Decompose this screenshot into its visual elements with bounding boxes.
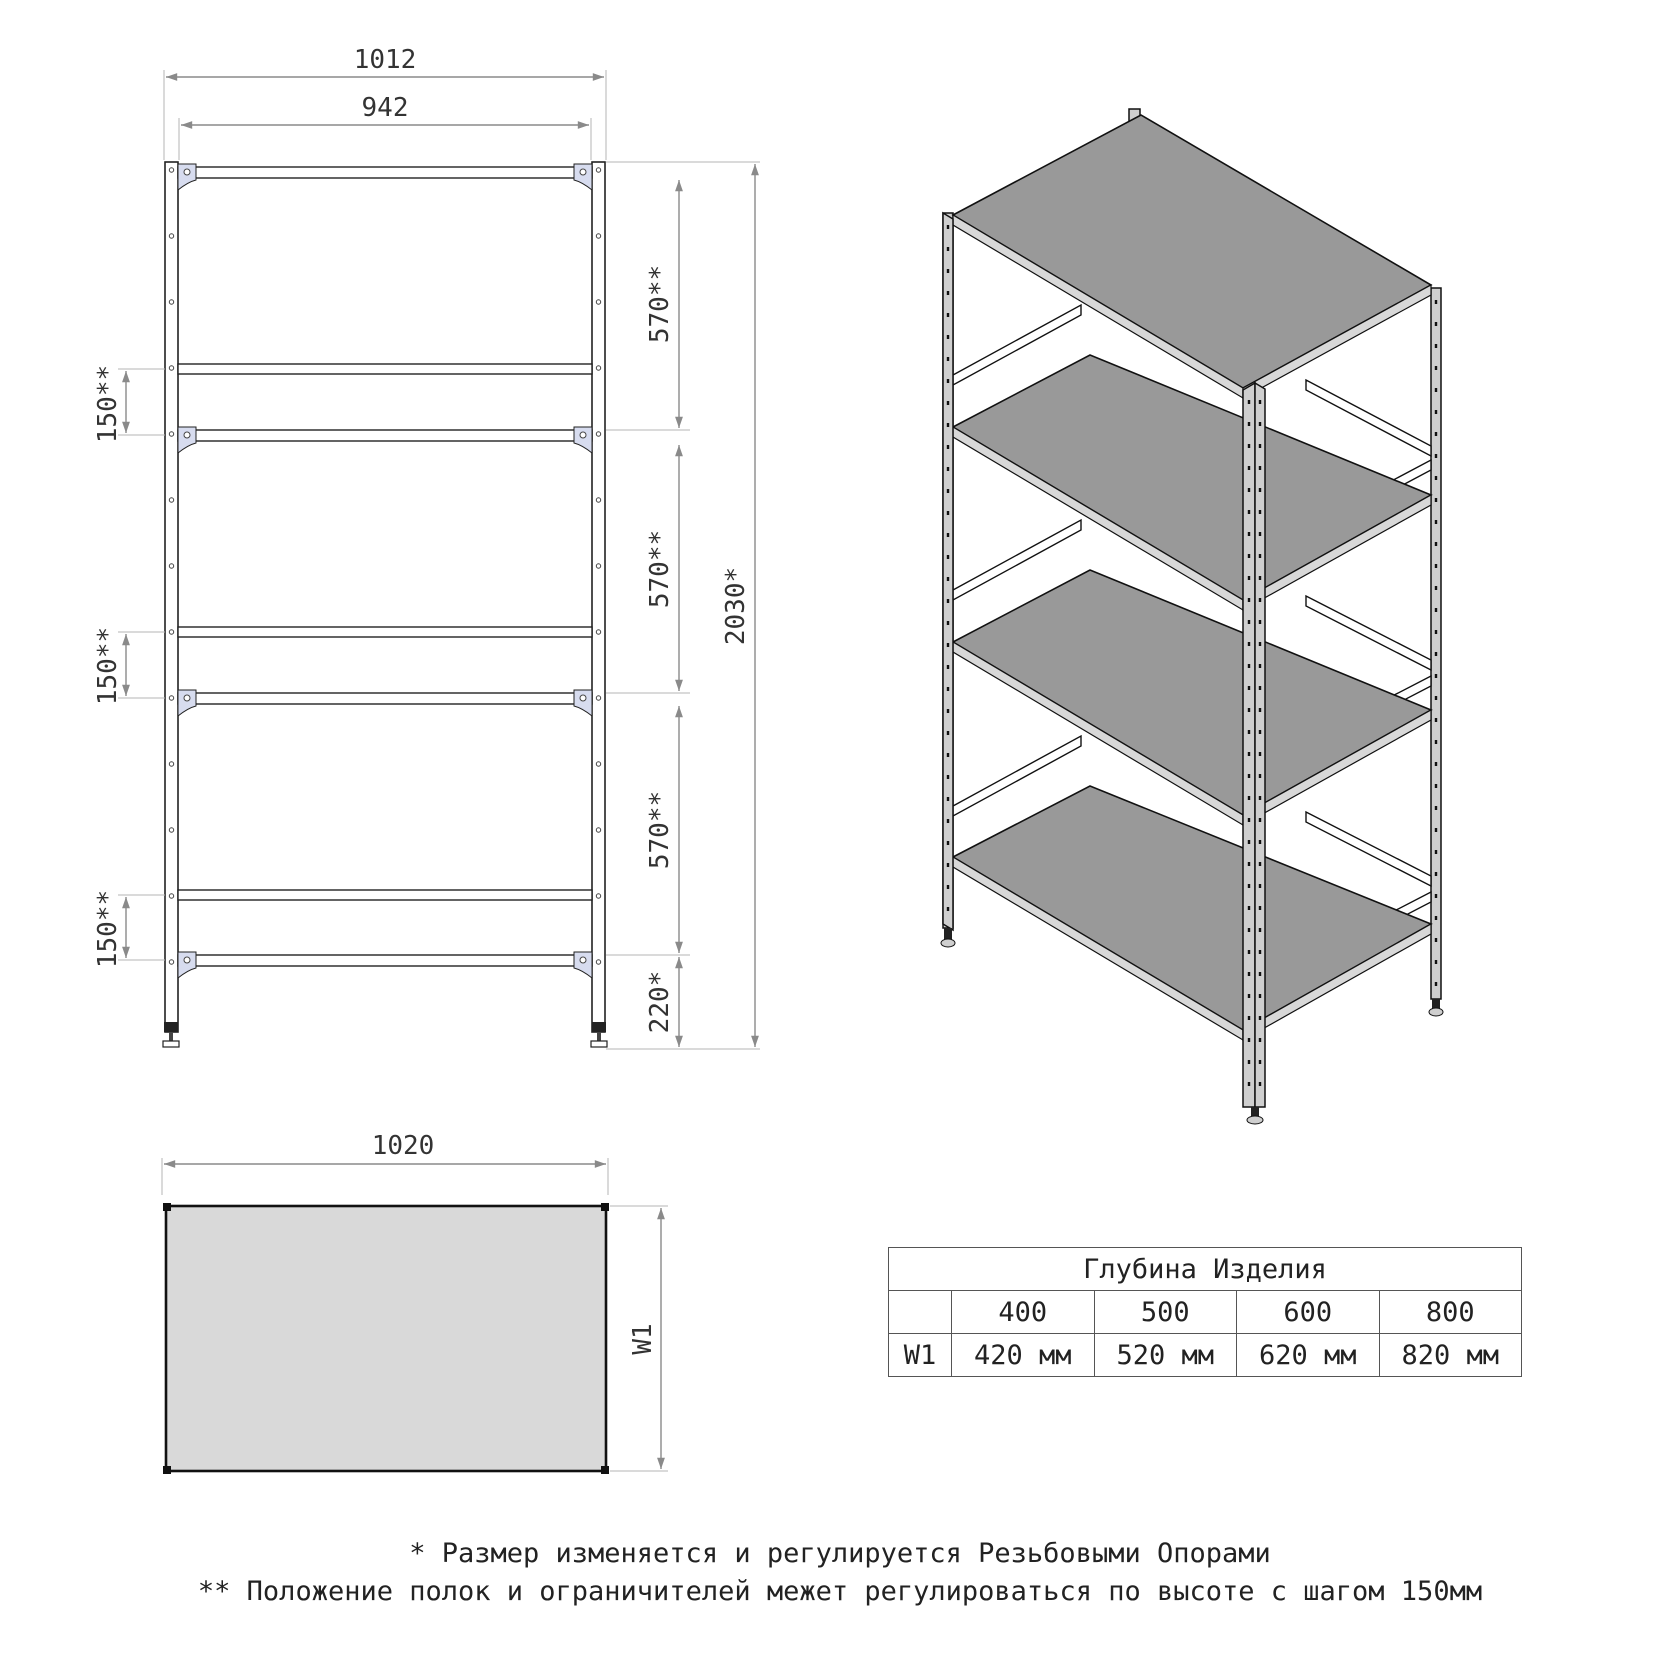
iso-post-hole	[1435, 520, 1437, 524]
iso-post-hole	[947, 775, 949, 779]
iso-post-hole	[1248, 906, 1250, 910]
iso-post-hole	[1259, 598, 1261, 602]
iso-post-hole	[1259, 774, 1261, 778]
iso-post-hole	[1259, 1082, 1261, 1086]
depth-table-value-600: 620 мм	[1237, 1334, 1380, 1377]
iso-post-hole	[1259, 554, 1261, 558]
dim-spacing-3: 570**	[645, 790, 675, 870]
iso-post-hole	[1259, 906, 1261, 910]
post-hole	[169, 696, 173, 700]
iso-post-hole	[1248, 598, 1250, 602]
iso-post-hole	[947, 225, 949, 229]
front-shelf-3	[178, 690, 592, 716]
iso-post-hole	[1248, 994, 1250, 998]
post-hole	[169, 300, 173, 304]
iso-post-hole	[1435, 542, 1437, 546]
footnote-1: * Размер изменяется и регулируется Резьбовыми Опорами	[409, 1538, 1271, 1569]
iso-post-hole	[1248, 752, 1250, 756]
iso-post-hole	[947, 379, 949, 383]
iso-post-hole	[947, 687, 949, 691]
front-foot-left	[163, 1022, 179, 1047]
iso-post-hole	[1435, 740, 1437, 744]
iso-post-back-right	[1431, 288, 1441, 999]
post-hole	[596, 696, 600, 700]
iso-post-hole	[947, 467, 949, 471]
iso-post-hole	[947, 247, 949, 251]
depth-table-value-800: 820 мм	[1379, 1334, 1522, 1377]
post-hole	[169, 960, 173, 964]
post-hole	[596, 300, 600, 304]
iso-post-hole	[1435, 806, 1437, 810]
depth-table-value-400: 420 мм	[952, 1334, 1095, 1377]
depth-table-title-row	[889, 1248, 1522, 1291]
iso-post-hole	[1259, 642, 1261, 646]
iso-post-hole	[1248, 818, 1250, 822]
iso-post-hole	[947, 885, 949, 889]
iso-post-hole	[1435, 432, 1437, 436]
iso-post-hole	[947, 753, 949, 757]
front-stop-bar-3	[178, 890, 592, 900]
iso-post-hole	[1248, 950, 1250, 954]
iso-post-hole	[1435, 344, 1437, 348]
dim-plan-width: 1020	[371, 1131, 435, 1161]
iso-post-hole	[1435, 366, 1437, 370]
iso-post-hole	[947, 269, 949, 273]
front-stop-bar-1	[178, 364, 592, 374]
iso-post-hole	[1259, 400, 1261, 404]
front-foot-right	[591, 1022, 607, 1047]
iso-post-hole	[1248, 400, 1250, 404]
iso-post-hole	[1259, 488, 1261, 492]
post-hole	[596, 564, 600, 568]
post-hole	[169, 498, 173, 502]
iso-post-hole	[947, 577, 949, 581]
iso-post-hole	[1435, 784, 1437, 788]
iso-post-hole	[1248, 774, 1250, 778]
iso-post-hole	[1435, 674, 1437, 678]
post-hole	[169, 432, 173, 436]
iso-post-hole	[1248, 510, 1250, 514]
iso-shelf-4	[953, 786, 1431, 1040]
footnote-2: ** Положение полок и ограничителей межет регулироваться по высоте с шагом 150мм	[197, 1576, 1483, 1607]
iso-post-hole	[1435, 410, 1437, 414]
depth-table-wrap	[888, 1247, 1522, 1377]
iso-post-hole	[1248, 642, 1250, 646]
iso-post-hole	[947, 335, 949, 339]
front-shelf-4	[178, 952, 592, 978]
depth-table-row-label: W1	[889, 1334, 952, 1377]
iso-post-hole	[1259, 576, 1261, 580]
depth-table-depth-600: 600	[1237, 1291, 1380, 1334]
iso-post-hole	[1259, 950, 1261, 954]
iso-post-hole	[1435, 564, 1437, 568]
post-hole	[169, 234, 173, 238]
iso-post-hole	[1259, 1060, 1261, 1064]
iso-post-hole	[1259, 752, 1261, 756]
dim-spacing-1: 570**	[645, 264, 675, 344]
iso-post-hole	[1435, 828, 1437, 832]
iso-post-hole	[1248, 1016, 1250, 1020]
iso-post-hole	[1435, 454, 1437, 458]
iso-post-hole	[947, 819, 949, 823]
post-hole	[169, 366, 173, 370]
depth-table	[888, 1247, 1522, 1377]
iso-post-hole	[1248, 796, 1250, 800]
iso-post-hole	[1259, 686, 1261, 690]
iso-post-hole	[1435, 872, 1437, 876]
plan-corner-tl	[163, 1203, 171, 1211]
iso-post-hole	[1248, 972, 1250, 976]
iso-post-hole	[1435, 476, 1437, 480]
iso-post-hole	[947, 731, 949, 735]
plan-corner-tr	[601, 1203, 609, 1211]
post-hole	[596, 762, 600, 766]
iso-post-hole	[1259, 664, 1261, 668]
iso-post-hole	[1248, 620, 1250, 624]
iso-post-hole	[947, 445, 949, 449]
post-hole	[596, 234, 600, 238]
plan-corner-bl	[163, 1466, 171, 1474]
iso-post-hole	[1435, 850, 1437, 854]
post-hole	[169, 894, 173, 898]
iso-post-hole	[1435, 498, 1437, 502]
iso-post-hole	[1259, 730, 1261, 734]
iso-shelf-3	[953, 570, 1431, 825]
iso-post-hole	[1259, 532, 1261, 536]
iso-post-hole	[947, 621, 949, 625]
depth-table-title: Глубина Изделия	[889, 1248, 1522, 1291]
dim-overall-height: 2030*	[721, 566, 751, 646]
iso-post-hole	[1259, 928, 1261, 932]
dim-inner-width: 942	[361, 93, 409, 123]
iso-post-hole	[1248, 532, 1250, 536]
depth-table-depth-800: 800	[1379, 1291, 1522, 1334]
plan-view	[162, 1131, 668, 1474]
iso-post-hole	[1248, 730, 1250, 734]
iso-post-hole	[1259, 972, 1261, 976]
front-shelf-1	[178, 164, 592, 190]
isometric-view	[941, 109, 1443, 1124]
iso-post-hole	[1259, 994, 1261, 998]
front-stop-bar-2	[178, 627, 592, 637]
iso-post-hole	[947, 665, 949, 669]
post-hole	[169, 828, 173, 832]
post-hole	[596, 432, 600, 436]
depth-table-value-row	[889, 1334, 1522, 1377]
iso-post-hole	[1435, 894, 1437, 898]
iso-post-hole	[947, 489, 949, 493]
iso-post-hole	[1248, 664, 1250, 668]
dim-plan-depth: W1	[628, 1323, 658, 1355]
front-shelf-2	[178, 427, 592, 453]
iso-post-hole	[947, 643, 949, 647]
iso-post-hole	[1248, 444, 1250, 448]
dim-stop-offset-3: 150**	[93, 889, 123, 969]
footnotes	[0, 1535, 1680, 1611]
iso-post-hole	[947, 423, 949, 427]
post-hole	[596, 630, 600, 634]
iso-post-hole	[1248, 422, 1250, 426]
iso-post-hole	[1248, 1038, 1250, 1042]
iso-post-hole	[1259, 796, 1261, 800]
iso-post-hole	[947, 797, 949, 801]
dim-stop-offset-2: 150**	[93, 626, 123, 706]
iso-post-hole	[1259, 884, 1261, 888]
depth-table-value-500: 520 мм	[1094, 1334, 1237, 1377]
post-hole	[596, 168, 600, 172]
iso-post-hole	[1259, 840, 1261, 844]
iso-post-hole	[1435, 652, 1437, 656]
iso-post-hole	[1259, 422, 1261, 426]
post-holes	[169, 168, 600, 964]
iso-post-hole	[1435, 630, 1437, 634]
depth-table-depth-500: 500	[1094, 1291, 1237, 1334]
iso-post-hole	[1248, 554, 1250, 558]
iso-post-hole	[947, 401, 949, 405]
iso-post-hole	[1248, 488, 1250, 492]
post-hole	[169, 564, 173, 568]
iso-post-hole	[1259, 708, 1261, 712]
iso-post-hole	[1248, 708, 1250, 712]
post-hole	[596, 828, 600, 832]
iso-post-hole	[1248, 1082, 1250, 1086]
post-hole	[596, 960, 600, 964]
front-view	[93, 45, 760, 1049]
iso-post-hole	[1435, 938, 1437, 942]
iso-post-hole	[947, 841, 949, 845]
iso-post-hole	[1259, 444, 1261, 448]
iso-post-hole	[1435, 762, 1437, 766]
post-hole	[596, 366, 600, 370]
front-post-left	[165, 162, 178, 1032]
iso-post-hole	[947, 599, 949, 603]
iso-post-hole	[1435, 388, 1437, 392]
iso-post-hole	[947, 555, 949, 559]
iso-post-hole	[1248, 862, 1250, 866]
iso-post-hole	[947, 709, 949, 713]
iso-post-hole	[1435, 322, 1437, 326]
iso-shelf-1	[953, 115, 1431, 398]
iso-post-hole	[947, 511, 949, 515]
iso-post-hole	[947, 357, 949, 361]
iso-post-hole	[1248, 928, 1250, 932]
plan-corner-br	[601, 1466, 609, 1474]
dim-overall-width: 1012	[353, 45, 417, 75]
depth-table-header-row	[889, 1291, 1522, 1334]
iso-post-hole	[1435, 960, 1437, 964]
dim-stop-offset-1: 150**	[93, 364, 123, 444]
iso-post-hole	[1435, 300, 1437, 304]
post-hole	[169, 630, 173, 634]
iso-post-hole	[1435, 916, 1437, 920]
iso-post-hole	[947, 863, 949, 867]
iso-post-hole	[947, 907, 949, 911]
iso-post-hole	[1248, 466, 1250, 470]
iso-post-hole	[1435, 982, 1437, 986]
plan-shelf	[166, 1206, 606, 1471]
iso-post-hole	[1259, 510, 1261, 514]
iso-post-hole	[1259, 1038, 1261, 1042]
iso-post-hole	[1248, 1060, 1250, 1064]
dim-bottom-clearance: 220*	[645, 970, 675, 1034]
iso-post-hole	[1435, 586, 1437, 590]
post-hole	[596, 894, 600, 898]
front-post-right	[592, 162, 605, 1032]
iso-post-hole	[1259, 862, 1261, 866]
depth-table-corner	[889, 1291, 952, 1334]
iso-post-hole	[1259, 620, 1261, 624]
iso-post-hole	[947, 291, 949, 295]
iso-post-hole	[1248, 576, 1250, 580]
iso-post-hole	[1248, 884, 1250, 888]
iso-post-hole	[1259, 818, 1261, 822]
iso-post-hole	[1435, 718, 1437, 722]
iso-post-hole	[1248, 840, 1250, 844]
dim-spacing-2: 570**	[645, 529, 675, 609]
iso-post-hole	[947, 533, 949, 537]
iso-post-hole	[1248, 686, 1250, 690]
depth-table-depth-400: 400	[952, 1291, 1095, 1334]
iso-shelf-2	[953, 355, 1431, 610]
iso-post-hole	[947, 313, 949, 317]
iso-post-hole	[1435, 696, 1437, 700]
iso-post-hole	[1259, 1016, 1261, 1020]
post-hole	[169, 762, 173, 766]
iso-post-hole	[1259, 466, 1261, 470]
iso-post-hole	[1435, 608, 1437, 612]
post-hole	[596, 498, 600, 502]
post-hole	[169, 168, 173, 172]
